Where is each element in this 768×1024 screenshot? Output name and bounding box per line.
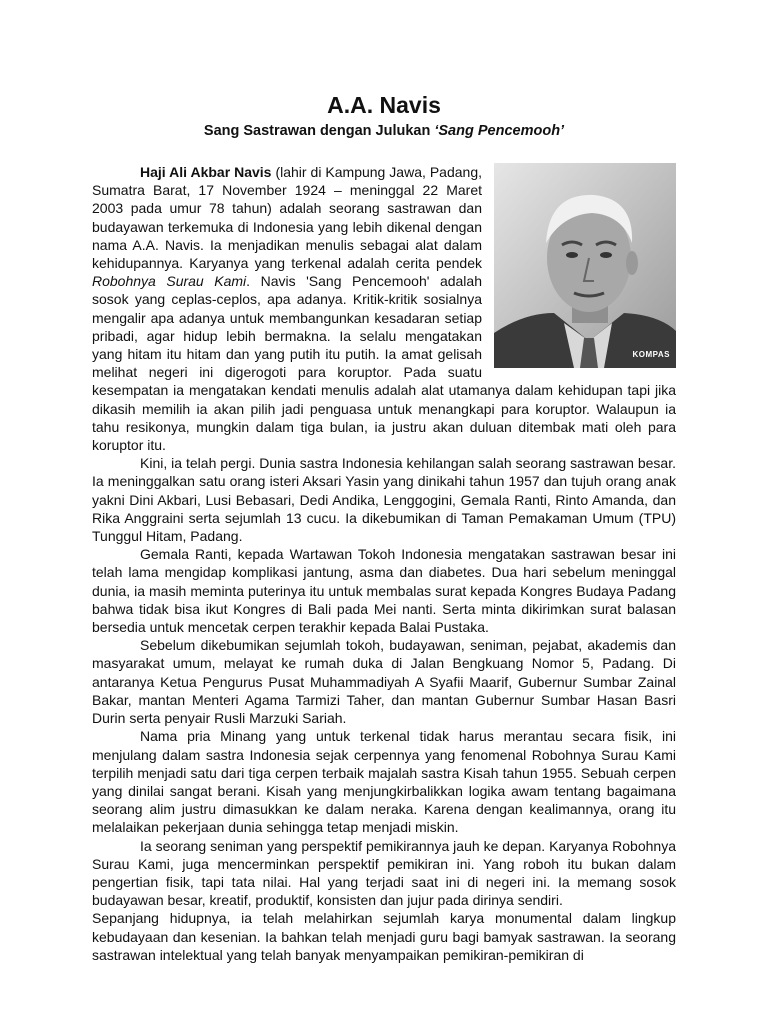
portrait-illustration bbox=[494, 163, 676, 368]
portrait-photo-icon bbox=[494, 163, 676, 368]
paragraph-7: Sepanjang hidupnya, ia telah melahirkan sejumlah karya monumental dalam lingkup kebudayaan dan kesenian. Ia bahkan telah menjadi guru bagi bamyak sastrawan. Ia seorang sastrawan intelektual yang telah banyak menyampaikan pemikiran-pemikiran di bbox=[92, 910, 676, 963]
paragraph-4: Sebelum dikebumikan sejumlah tokoh, budayawan, seniman, pejabat, akademis dan masyarakat umum, melayat ke rumah duka di Jalan Bengkuang Nomor 5, Padang. Di antaranya Ketua Pengurus Pusat Muhammadiyah A Syafii Maarif, Gubernur Sumbar Zainal Bakar, mantan Menteri Agama Tarmizi Taher, dan mantan Gubernur Sumbar Hasan Basri Durin serta penyair Rusli Marzuki Sariah. bbox=[92, 637, 676, 727]
paragraph-1-text-a: (lahir di Kampung Jawa, Padang, Sumatra Barat, 17 November 1924 – meninggal 22 Maret 2003 pada umur 78 tahun) adalah seorang sastrawan dan budayawan terkemuka di Indonesia yang lebih dikenal dengan nama A.A. Navis. Ia menjadikan menulis sebagai alat dalam kehidupannya. Karyanya yang terkenal adalah cerita pendek bbox=[92, 164, 482, 272]
page-title: A.A. Navis bbox=[327, 92, 441, 118]
subtitle-nickname: ‘Sang Pencemooh’ bbox=[434, 123, 565, 139]
paragraph-2: Kini, ia telah pergi. Dunia sastra Indonesia kehilangan salah seorang sastrawan besar. Ia meninggalkan satu orang isteri Aksari Yasin yang dinikahi tahun 1957 dan tujuh orang anak yakni Dini Akbari, Lusi Bebasari, Dedi Andika, Lenggogini, Gemala Ranti, Rinto Amanda, dan Rika Anggraini serta sejumlah 13 cucu. Ia dikebumikan di Taman Pemakaman Umum (TPU) Tunggul Hitam, Padang. bbox=[92, 455, 676, 545]
paragraph-5: Nama pria Minang yang untuk terkenal tidak harus merantau secara fisik, ini menjulang dalam sastra Indonesia sejak cerpennya yang fenomenal Robohnya Surau Kami terpilih menjadi satu dari tiga cerpen terbaik majalah sastra Kisah tahun 1955. Sebuah cerpen yang dinilai sangat berani. Kisah yang menjungkirbalikkan logika awam tentang bagaimana seorang alim justru dimasukkan ke dalam neraka. Karena dengan kealimannya, orang itu melalaikan pekerjaan dunia sehingga tetap menjadi miskin. bbox=[92, 728, 676, 836]
subject-name: Haji Ali Akbar Navis bbox=[140, 164, 272, 180]
page-subtitle bbox=[0, 123, 768, 139]
subtitle-lead: Sang Sastrawan dengan Julukan bbox=[203, 123, 435, 139]
photo-credit: KOMPAS bbox=[632, 349, 670, 359]
article-body bbox=[92, 163, 676, 964]
work-title: Robohnya Surau Kami bbox=[92, 273, 247, 290]
paragraph-3: Gemala Ranti, kepada Wartawan Tokoh Indonesia mengatakan sastrawan besar ini telah lama mengidap komplikasi jantung, asma dan diabetes. Dua hari sebelum meninggal dunia, ia masih meminta puterinya itu untuk membalas surat kepada Kongres Budaya Padang bahwa tidak bisa ikut Kongres di Bali pada Mei nanti. Serta minta dikirimkan surat balasan bersedia untuk mencetak cerpen terakhir kepada Balai Pustaka. bbox=[92, 546, 676, 636]
paragraph-6: Ia seorang seniman yang perspektif pemikirannya jauh ke depan. Karyanya Robohnya Surau Kami, juga mencerminkan perspektif pemikiran ini. Yang roboh itu bukan dalam pengertian fisik, tapi tata nilai. Hal yang terjadi saat ini di negeri ini. Ia memang sosok budayawan besar, kreatif, produktif, konsisten dan jujur pada dirinya sendiri. bbox=[92, 837, 676, 909]
paragraph-1-text-b: . Navis 'Sang Pencemooh' adalah sosok yang ceplas-ceplos, apa adanya. Kritik-kritik sosialnya mengalir apa adanya untuk membangunkan kesadaran setiap pribadi, agar hidup lebih bermakna. Ia selalu mengatakan yang hitam itu hitam dan yang putih itu putih. Ia amat gelisah melihat negeri ini digerogoti para koruptor. Pada suatu kesempatan ia mengatakan kendati menulis adalah alat utamanya dalam kehidupan tapi jika dikasih memilih ia akan pilih jadi penguasa untuk menangkapi para koruptor. Walaupun ia tahu resikonya, mungkin dalam tiga bulan, ia justru akan duluan ditembak mati oleh para koruptor itu. bbox=[92, 273, 676, 454]
